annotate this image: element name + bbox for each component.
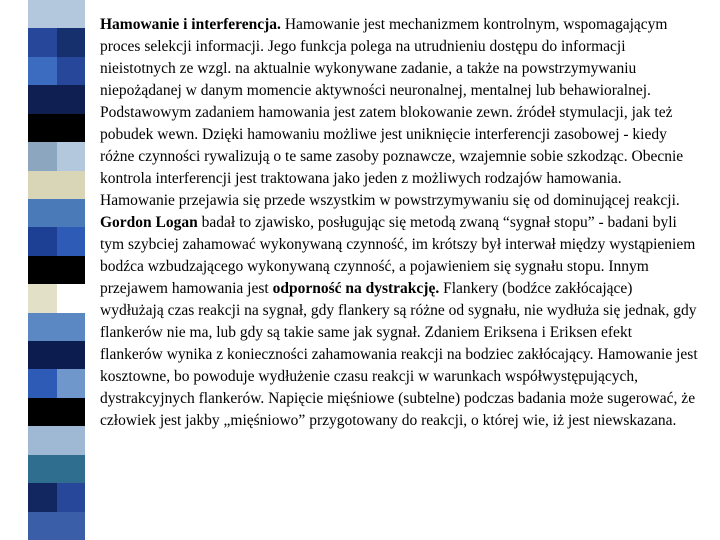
mosaic-square <box>28 313 85 341</box>
paragraph-part-3: Flankery (bodźce zakłócające) wydłużają czas reakcji na sygnał, gdy flankery są różne od sygnału, nie wydłuża się jednak, gdy flankerów nie ma, lub gdy są takie same jak sygnał. Zdaniem Eriksena i Eriksen efekt flankerów wynika z konieczności zahamowania reakcji na bodziec zakłócający. Hamowanie jest kosztowne, bo powoduje wydłużenie czasu reakcji w warunkach współwystępujących, dystrakcyjnych flankerów. Napięcie mięśniowe (subtelne) podczas badania może sugerować, że człowiek jest jakby „mięśniowo” przygotowany do reakcji, o której wie, iż jest niewskazana. <box>100 280 698 429</box>
mosaic-square <box>28 284 57 312</box>
mosaic-square <box>28 171 85 199</box>
mosaic-square <box>28 28 57 56</box>
mosaic-square <box>57 57 86 85</box>
paragraph-term-bold: odporność na dystrakcję. <box>272 280 440 297</box>
mosaic-strip <box>28 0 85 540</box>
mosaic-square <box>28 227 57 255</box>
paragraph-part-1: Hamowanie jest mechanizmem kontrolnym, wspomagającym proces selekcji informacji. Jego funkcja polega na utrudnieniu dostępu do informacji nieistotnych ze wzgl. na aktualnie wykonywane zadanie, a także na powstrzymywaniu niepożądanej w danym momencie aktywności neuronalnej, mentalnej lub behawioralnej. Podstawowym zadaniem hamowania jest zatem blokowanie zewn. źródeł stymulacji, jak też pobudek wewn. Dzięki hamowaniu możliwe jest uniknięcie interferencji zasobowej - kiedy różne czynności rywalizują o te same zasoby poznawcze, wzajemnie sobie szkodząc. Obecnie kontrola interferencji jest traktowana jako jeden z możliwych rodzajów hamowania. Hamowanie przejawia się przede wszystkim w powstrzymywaniu się od dominującej reakcji. <box>100 16 684 209</box>
mosaic-square <box>28 57 57 85</box>
mosaic-square <box>57 483 86 511</box>
mosaic-square <box>28 199 85 227</box>
mosaic-square <box>57 28 86 56</box>
mosaic-square <box>28 398 85 426</box>
mosaic-square <box>28 256 85 284</box>
mosaic-square <box>28 483 57 511</box>
mosaic-square <box>57 227 86 255</box>
paragraph-lead-bold: Hamowanie i interferencja. <box>100 16 281 33</box>
mosaic-square <box>28 114 85 142</box>
mosaic-square <box>28 512 85 540</box>
mosaic-square <box>28 455 85 483</box>
mosaic-square <box>28 369 57 397</box>
mosaic-square <box>28 0 85 28</box>
paragraph-name-bold: Gordon Logan <box>100 214 198 231</box>
mosaic-square <box>28 341 85 369</box>
mosaic-square <box>57 369 86 397</box>
mosaic-square <box>57 142 86 170</box>
mosaic-square <box>28 142 57 170</box>
mosaic-square <box>28 85 85 113</box>
mosaic-square <box>28 426 85 454</box>
slide-body-text <box>100 14 698 432</box>
paragraph-part-2: badał to zjawisko, posługując się metodą zwaną “sygnał stopu” - badani byli tym szybciej zahamować wykonywaną czynność, im krótszy był interwał między wystąpieniem bodźca wzbudzającego wykonywaną czynność, a pojawieniem się sygnału stopu. Innym przejawem hamowania jest <box>100 214 696 297</box>
mosaic-square <box>57 284 86 312</box>
